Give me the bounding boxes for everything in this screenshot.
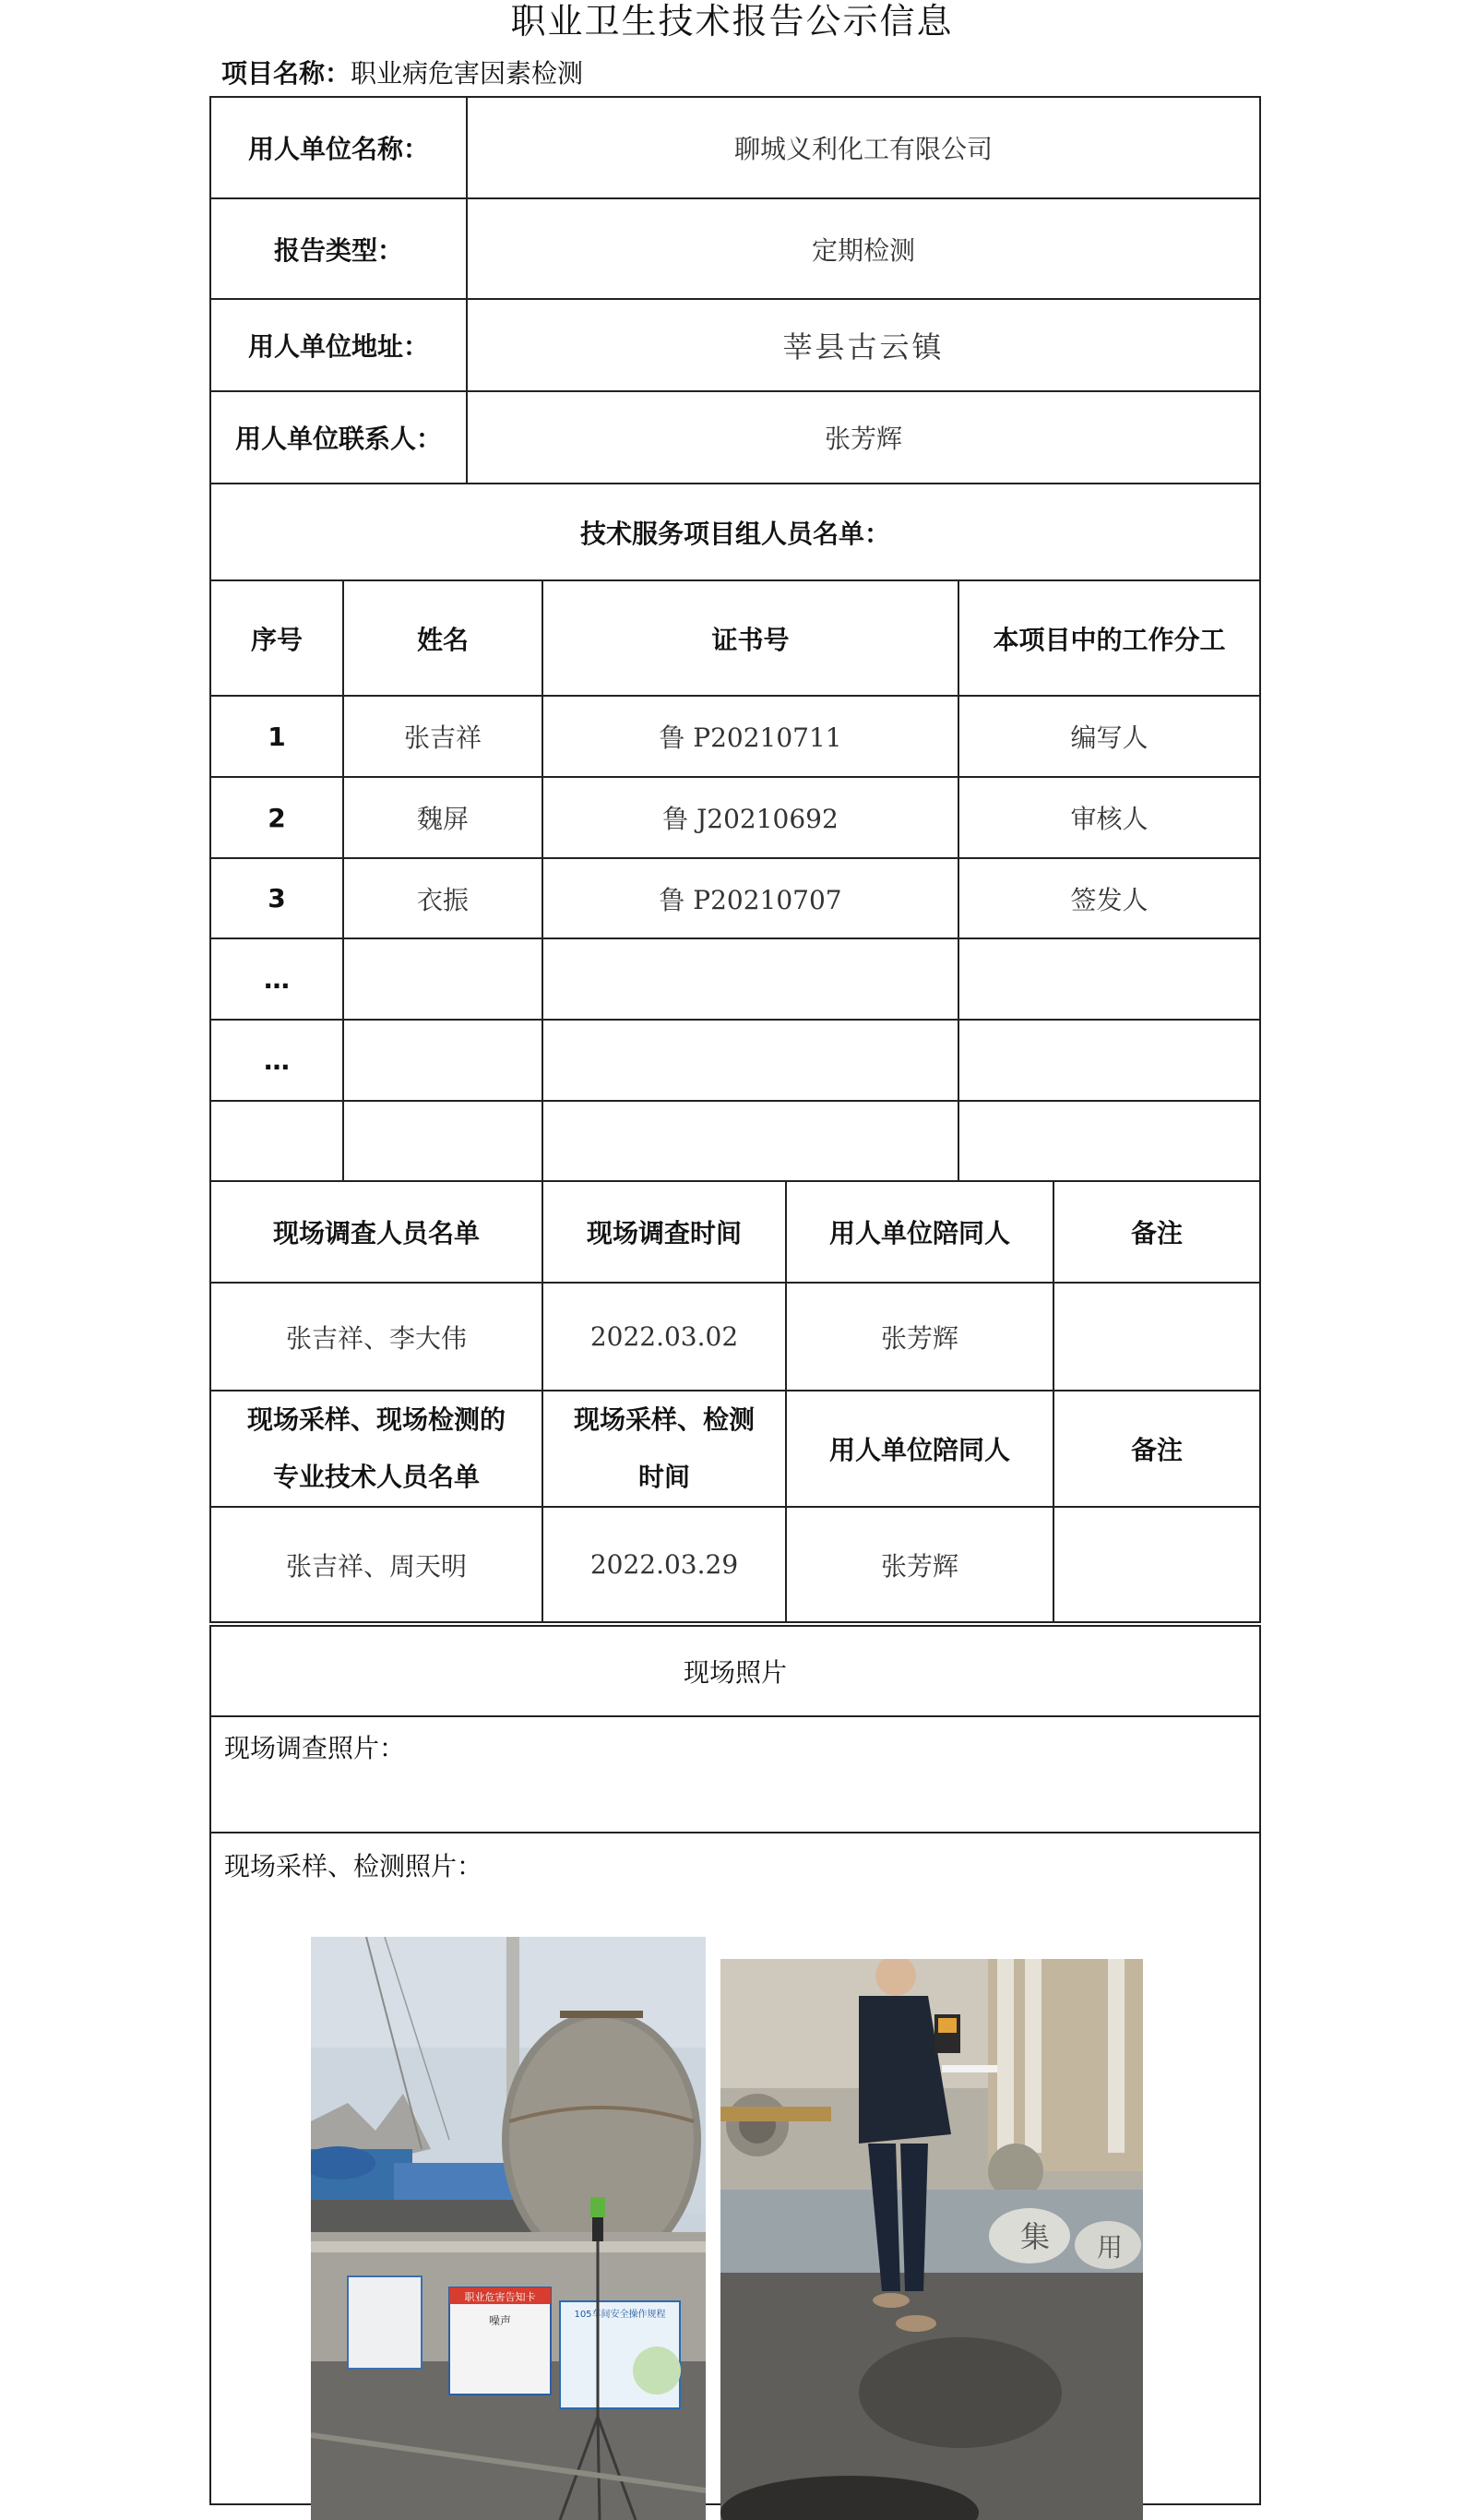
survey-companion: 张芳辉 (786, 1283, 1053, 1391)
team-header-role: 本项目中的工作分工 (958, 580, 1260, 696)
photos-heading: 现场照片 (210, 1626, 1260, 1716)
worker-scene-image (720, 1959, 1143, 2520)
sampling-photos-cell (210, 1833, 1260, 2504)
team-index: … (210, 1020, 343, 1101)
sampling-header-staff (210, 1391, 542, 1507)
survey-header-time: 现场调查时间 (542, 1181, 786, 1283)
sign1-sub: 噪声 (488, 2314, 512, 2327)
sampling-remark (1053, 1507, 1260, 1622)
team-index: 2 (210, 777, 343, 858)
survey-header-staff: 现场调查人员名单 (210, 1181, 542, 1283)
team-role: 编写人 (958, 696, 1260, 777)
team-index: … (210, 938, 343, 1020)
project-line (221, 57, 583, 90)
team-index: 1 (210, 696, 343, 777)
team-role (958, 1020, 1260, 1101)
survey-date: 2022.03.02 (542, 1283, 786, 1391)
pipe-text-2: 用 (1097, 2232, 1124, 2263)
team-header-cert: 证书号 (542, 580, 958, 696)
page-title: 职业卫生技术报告公示信息 (510, 1, 954, 42)
employer-contact-label: 用人单位联系人： (210, 391, 467, 484)
survey-remark (1053, 1283, 1260, 1391)
survey-staff: 张吉祥、李大伟 (210, 1283, 542, 1391)
sampling-header-staff-line1: 现场采样、现场检测的 (246, 1404, 506, 1435)
employer-name-label: 用人单位名称： (210, 97, 467, 198)
employer-contact-value: 张芳辉 (467, 391, 1260, 484)
employer-name-value: 聊城义利化工有限公司 (467, 97, 1260, 198)
site-photo-tank (311, 1937, 706, 2520)
tank-scene-image (311, 1937, 706, 2520)
sampling-header-staff-line2: 专业技术人员名单 (272, 1462, 480, 1492)
team-table (209, 579, 1261, 1182)
project-label: 项目名称： (221, 58, 351, 89)
survey-header-remark: 备注 (1053, 1181, 1260, 1283)
sampling-header-time-line2: 时间 (637, 1462, 690, 1492)
team-name: 魏屏 (343, 777, 542, 858)
team-name (343, 1101, 542, 1181)
report-sheet (209, 96, 1259, 2505)
sampling-photos (211, 1883, 1259, 2492)
sampling-staff: 张吉祥、周天明 (210, 1507, 542, 1622)
sampling-header-time (542, 1391, 786, 1507)
survey-photos-label: 现场调查照片： (210, 1716, 1260, 1833)
team-cert: 鲁 P20210711 (542, 696, 958, 777)
sampling-header-remark: 备注 (1053, 1391, 1260, 1507)
team-name: 衣振 (343, 858, 542, 938)
report-type-label: 报告类型： (210, 198, 467, 299)
table-row (210, 777, 1260, 858)
team-role: 签发人 (958, 858, 1260, 938)
team-header-name: 姓名 (343, 580, 542, 696)
team-header-index: 序号 (210, 580, 343, 696)
survey-header-companion: 用人单位陪同人 (786, 1181, 1053, 1283)
team-name: 张吉祥 (343, 696, 542, 777)
table-row (210, 858, 1260, 938)
employer-address-label: 用人单位地址： (210, 299, 467, 391)
team-cert (542, 1101, 958, 1181)
sampling-header-time-line1: 现场采样、检测 (573, 1404, 755, 1435)
team-heading: 技术服务项目组人员名单： (210, 484, 1260, 580)
report-type-value: 定期检测 (467, 198, 1260, 299)
sign1-title: 职业危害告知卡 (464, 2291, 536, 2303)
site-photo-worker (720, 1959, 1143, 2520)
team-name (343, 1020, 542, 1101)
survey-table (209, 1180, 1261, 1623)
table-row (210, 1101, 1260, 1181)
sampling-companion: 张芳辉 (786, 1507, 1053, 1622)
sign2-title: 105车间安全操作规程 (574, 2310, 666, 2320)
team-role (958, 1101, 1260, 1181)
pipe-text-1: 集 (1020, 2219, 1051, 2254)
sampling-photos-label: 现场采样、检测照片： (224, 1851, 483, 1881)
table-row (210, 696, 1260, 777)
table-row (210, 938, 1260, 1020)
photos-table (209, 1625, 1261, 2505)
project-value: 职业病危害因素检测 (351, 58, 584, 89)
info-table (209, 96, 1261, 581)
team-role (958, 938, 1260, 1020)
team-role: 审核人 (958, 777, 1260, 858)
table-row (210, 1020, 1260, 1101)
team-cert (542, 1020, 958, 1101)
employer-address-value: 莘县古云镇 (467, 299, 1260, 391)
sampling-date: 2022.03.29 (542, 1507, 786, 1622)
team-index: 3 (210, 858, 343, 938)
team-cert (542, 938, 958, 1020)
sampling-header-companion: 用人单位陪同人 (786, 1391, 1053, 1507)
team-name (343, 938, 542, 1020)
team-cert: 鲁 P20210707 (542, 858, 958, 938)
team-cert: 鲁 J20210692 (542, 777, 958, 858)
team-index (210, 1101, 343, 1181)
